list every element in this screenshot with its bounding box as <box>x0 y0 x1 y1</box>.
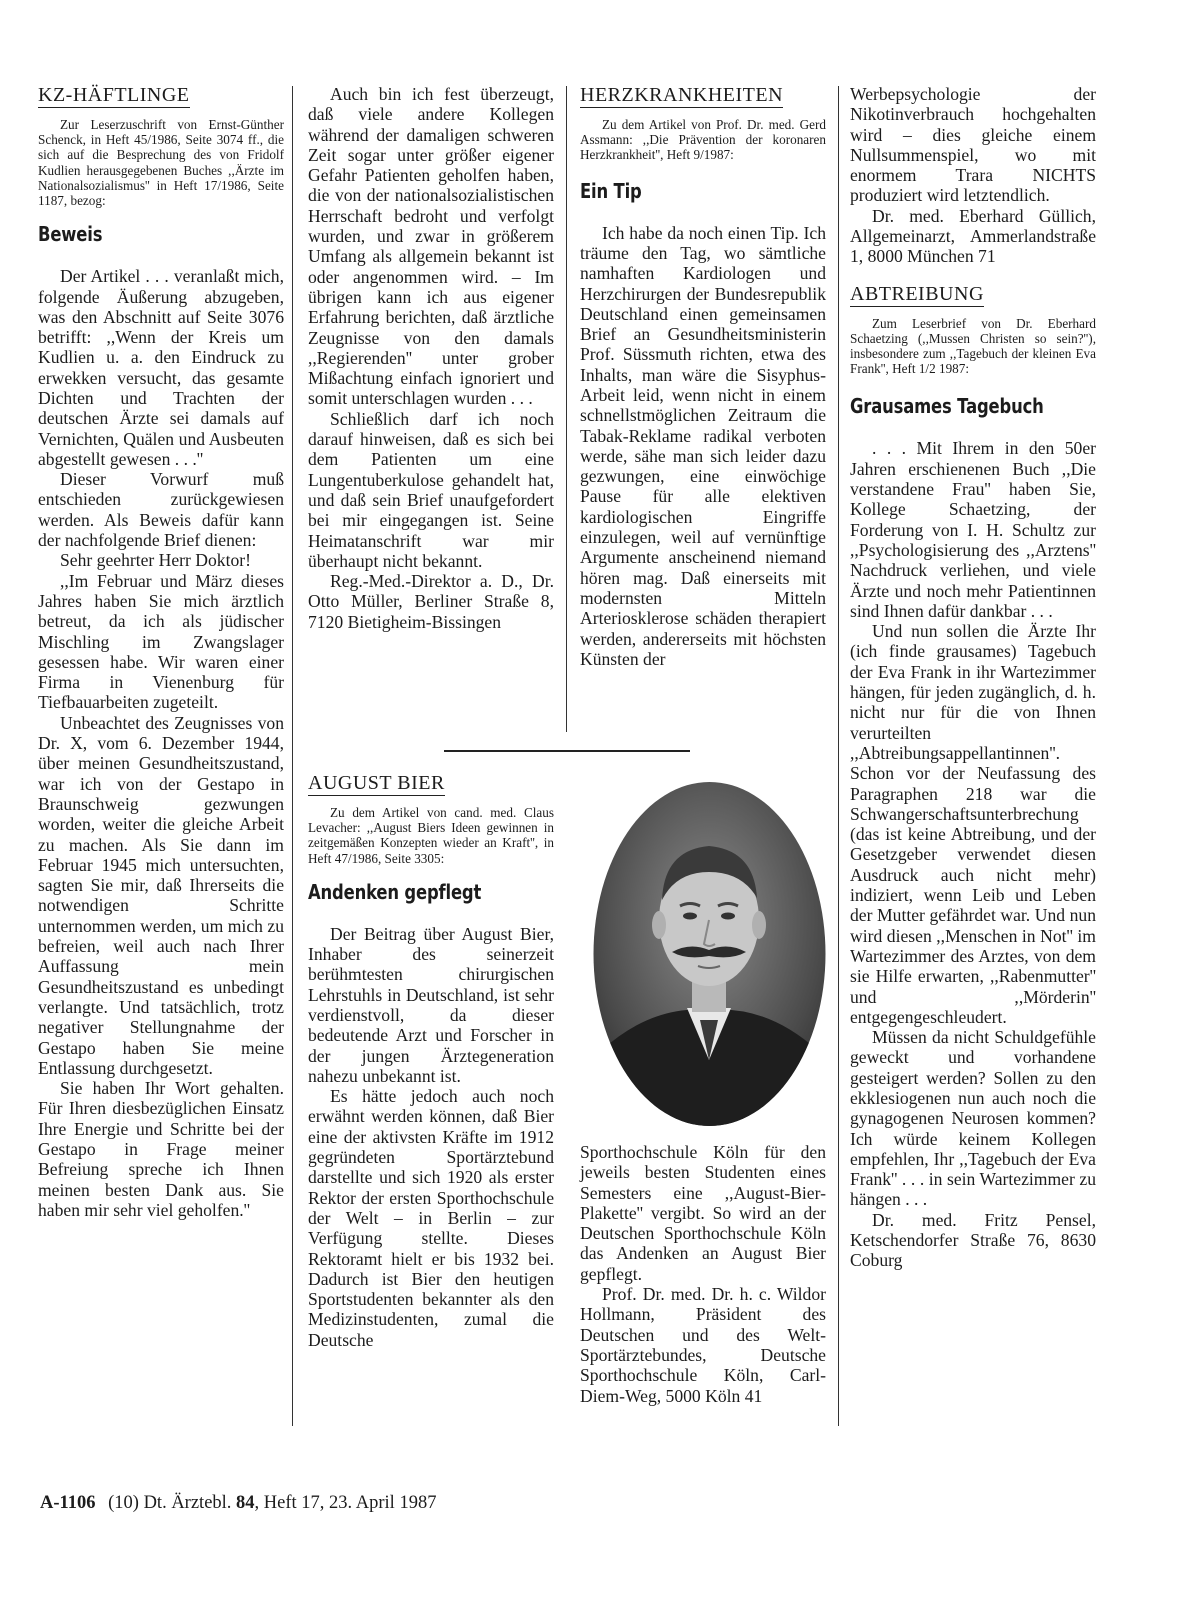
section-kicker: AUGUST BIER <box>308 772 445 794</box>
paragraph: Sehr geehrter Herr Doktor! <box>60 550 252 571</box>
headline: Ein Tip <box>580 178 642 203</box>
column-abtreibung <box>850 84 1096 1271</box>
section-divider <box>444 750 690 752</box>
headline: Beweis <box>38 222 103 247</box>
paragraph: Unbeachtet des Zeugnisses von Dr. X, vom 6. Dezember 1944, über meinen Gesundheitszustand, war ich von der Gestapo in Braunschweig gezwungen worden, weiter die gleiche Arbeit zu machen. Als Sie dann im Februar 1945 mich untersuchten, sagten Sie mir, daß Ihrerseits die notwendigen Schritte unternommen werden, um mich zu befreien, weil auch nach Ihrer Auffassung mein Gesundheitszustand es unbedingt verlangte. Und tatsächlich, trotz negativer Stellungnahme der Gestapo haben Sie meine Entlassung durchgesetzt. <box>38 712 284 1078</box>
section-kicker: HERZKRANKHEITEN <box>580 84 784 106</box>
paragraph: Der Artikel . . . veranlaßt mich, folgende Äußerung abzugeben, was den Abschnitt auf Seite 3076 betrifft: ,,Wenn der Kreis um Kudlien u. a. den Eindruck zu erwekken versucht, das gesamte Dichten und Trachten der deutschen Ärzte sei damals auf Vernichten, Quälen und Ausbeuten abgestellt gewesen . . .'' <box>38 266 284 469</box>
paragraph: Dieser Vorwurf muß entschieden zurückgewiesen werden. Als Beweis dafür kann der nachfolgende Brief dienen: <box>38 469 284 551</box>
article-body <box>580 1142 826 1406</box>
page-footer <box>40 1493 436 1514</box>
paragraph: Dr. med. Fritz Pensel, Ketschendorfer Straße 76, 8630 Coburg <box>850 1209 1096 1271</box>
paragraph: Dr. med. Eberhard Güllich, Allgemeinarzt, Ammerlandstraße 1, 8000 München 71 <box>850 205 1096 267</box>
paragraph: Schließlich darf ich noch darauf hinweisen, daß es sich bei dem Patienten um eine Lungentuberkulose gehandelt hat, und daß sein Brief unaufgefordert bei mir eingegangen ist. Seine Heimatanschrift war mir überhaupt nicht bekannt. <box>308 408 554 571</box>
paragraph: . . . Mit Ihrem in den 50er Jahren erschienenen Buch ,,Die verstandene Frau'' haben Sie, Kollege Schaetzing, der Forderung von I. H. Schultz zur ,,Psychologisierung des ,,Arztens'' Nachdruck verliehen, und viele Ärzte und noch mehr Patientinnen sind Ihnen dafür dankbar . . . <box>850 438 1096 621</box>
volume-number: 84 <box>236 1493 255 1513</box>
article-body <box>850 438 1096 1270</box>
intro-text: Zu dem Artikel von cand. med. Claus Levacher: ,,August Biers Ideen gewinnen in zeitgemäßen Konzepten wieder an Kraft'', in Heft 47/1986, Seite 3305: <box>308 805 554 866</box>
article-body <box>850 84 1096 267</box>
article-body <box>38 266 284 1220</box>
journal-name: (10) Dt. Ärztebl. <box>108 1493 232 1513</box>
paragraph: ,,Im Februar und März dieses Jahres haben Sie mich ärztlich betreut, da ich als jüdischer Mischling im Zwangslager gesessen habe. Wir waren einer Firma in Vienenburg für Tiefbauarbeiten zugeteilt. <box>38 570 284 713</box>
paragraph: Auch bin ich fest überzeugt, daß viele andere Kollegen während der damaligen schweren Zeit sogar unter größer eigener Gefahr Patienten geholfen haben, die von der nationalsozialistischen Herrschaft bedroht und verfolgt wurden, und zwar in größerem Umfang als allgemein bekannt ist oder angenommen wird. – Im übrigen kann ich aus eigener Erfahrung berichten, daß ärztliche Zeugnisse von den damals ,,Regierenden'' unter grober Mißachtung einfach ignoriert und somit unterschlagen wurden . . . <box>308 84 554 409</box>
column-2 <box>308 84 554 632</box>
article-body <box>308 924 554 1350</box>
paragraph: Es hätte jedoch auch noch erwähnt werden können, daß Bier eine der aktivsten Kräfte im 1912 gegründeten Sportärztebund darstellte und sich 1920 als erster Rektor der ersten Sporthochschule der Welt – in Berlin – zur Verfügung stellte. Dieses Rektoramt hielt er bis 1932 bei. Dadurch ist Bier den heutigen Sportstudenten bekannter als den Medizinstudenten, zumal die Deutsche <box>308 1086 554 1350</box>
intro-text: Zum Leserbrief von Dr. Eberhard Schaetzing (,,Mussen Christen so sein?''), insbesondere zum ,,Tagebuch der kleinen Eva Frank'', Heft 1/2 1987: <box>850 315 1096 377</box>
paragraph: Und nun sollen die Ärzte Ihr (ich finde grausames) Tagebuch der Eva Frank in ihr Wartezimmer hängen, für jeden zugänglich, d. h. nicht nur für die von Ihnen verurteilten ,,Abtreibungsappellantinnen''. Schon vor der Neufassung des Paragraphen 218 war die Schwangerschaftsunterbrechung (das ist keine Abtreibung, und der Gesetzgeber verwendet diesen Ausdruck auch nicht mehr) indiziert, wenn Leib und Leben der Mutter gefährdet war. Und nun wird diesen ,,Menschen in Not'' im Wartezimmer des Arztes, von dem sie Hilfe erwarten, ,,Rabenmutter'' und ,,Mörderin'' entgegengeschleudert. <box>850 621 1096 1027</box>
column-divider <box>838 86 839 1426</box>
paragraph: Der Beitrag über August Bier, Inhaber des seinerzeit berühmtesten chirurgischen Lehrstuhls in Deutschland, ist sehr verdienstvoll, da dieser bedeutende Arzt und Forscher in der jungen Ärztegeneration nahezu unbekannt ist. <box>308 923 554 1086</box>
headline: Andenken gepflegt <box>308 879 482 904</box>
paragraph: Prof. Dr. med. Dr. h. c. Wildor Hollmann, Präsident des Deutschen und des Welt-Sportärztebundes, Deutsche Sporthochschule Köln, Carl-Diem-Weg, 5000 Köln 41 <box>580 1284 826 1406</box>
paragraph: Reg.-Med.-Direktor a. D., Dr. Otto Müller, Berliner Straße 8, 7120 Bietigheim-Bissingen <box>308 571 554 632</box>
headline: Grausames Tagebuch <box>850 394 1044 419</box>
paragraph: Werbepsychologie der Nikotinverbrauch hochgehalten wird – dies gleiche einem Nullsummenspiel, wo mit enormem Trara NICHTS produziert wird letztendlich. <box>850 84 1096 206</box>
paragraph: Sie haben Ihr Wort gehalten. Für Ihren diesbezüglichen Einsatz Ihre Energie und Schritte bei der Gestapo in Frage meiner Befreiung spreche ich Ihnen meinen besten Dank aus. Sie haben mir sehr viel geholfen.'' <box>38 1078 284 1220</box>
column-herzkrankheiten <box>580 84 826 669</box>
issue-info: , Heft 17, 23. April 1987 <box>254 1493 437 1513</box>
intro-text: Zur Leserzuschrift von Ernst-Günther Schenck, in Heft 45/1986, Seite 3074 ff., die sich auf die Besprechung des von Fridolf Kudlien herausgegebenen Buches ,,Ärzte im Nationalsozialismus'' in Heft 17/1986, Seite 1187, bezog: <box>38 117 284 209</box>
paragraph: Ich habe da noch einen Tip. Ich träume den Tag, wo sämtliche namhaften Kardiologen und Herzchirurgen der Bundesrepublik Deutschland einen gemeinsamen Brief an Gesundheitsministerin Prof. Süssmuth richten, etwa des Inhalts, man wäre die Sisyphus-Arbeit leid, wenn nicht in einem schnellstmöglichen Zeitraum die Tabak-Reklame radikal verboten werde, sähe man sich leider dazu gezwungen, eine einwöchige Pause für alle elektiven kardiologischen Eingriffe einzulegen, weil auf vernünftige Argumente anscheinend niemand hören mag. Daß einerseits mit modernsten Mitteln Arteriosklerose schäden therapiert werden, andererseits mit höchsten Künsten der <box>580 222 826 669</box>
article-body <box>308 84 554 632</box>
page-number: A-1106 <box>40 1493 96 1513</box>
section-kicker: ABTREIBUNG <box>850 282 984 305</box>
article-august-bier <box>308 772 554 1350</box>
column-kz-haeftlinge <box>38 84 284 1220</box>
column-divider <box>566 86 567 732</box>
column-divider <box>292 86 293 1426</box>
paragraph: Sporthochschule Köln für den jeweils besten Studenten eines Semesters eine ,,August-Bier-Plakette'' vergibt. So wird an der Deutschen Sporthochschule Köln das Andenken an August Bier gepflegt. <box>580 1142 826 1284</box>
article-body <box>580 223 826 670</box>
section-kicker: KZ-HÄFTLINGE <box>38 84 190 106</box>
paragraph: Müssen da nicht Schuldgefühle geweckt und vorhandene gesteigert werden? Sollen zu den ekklesiogenen nun auch noch die gynagogenen Neurosen kommen? Ich würde keinem Kollegen empfehlen, Ihr ,,Tagebuch der Eva Frank'' . . . in sein Wartezimmer zu hängen . . . <box>850 1027 1096 1210</box>
article-august-bier-continued <box>580 1142 826 1406</box>
portrait-photo <box>592 780 827 1128</box>
intro-text: Zu dem Artikel von Prof. Dr. med. Gerd Assmann: ,,Die Prävention der koronaren Herzkrankheit'', Heft 9/1987: <box>580 117 826 163</box>
